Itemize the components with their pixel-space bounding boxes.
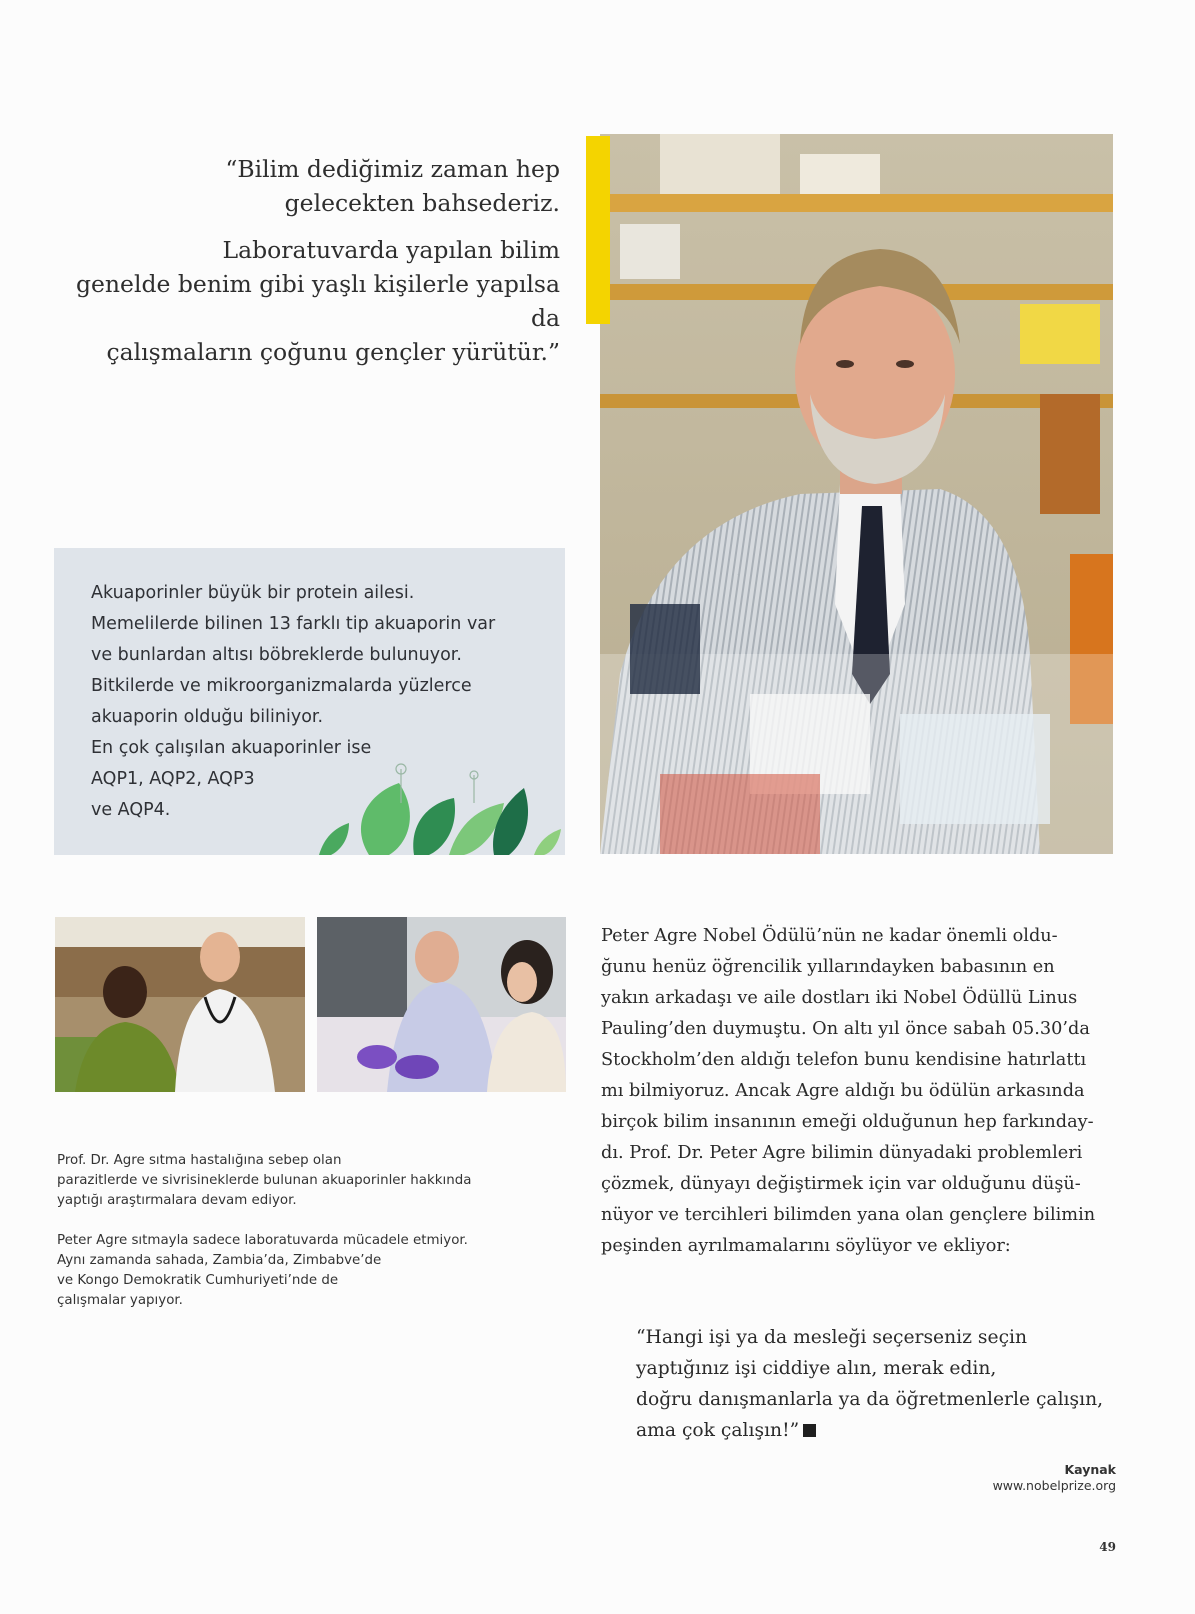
article-body: Peter Agre Nobel Ödülü’nün ne kadar önemli oldu- ğunu henüz öğrencilik yıllarındayken babasının en yakın arkadaşı ve aile dostları iki Nobel Ödüllü Linus Pauling’den duymuştu. On altı yıl önce sabah 05.30’da Stockholm’den aldığı telefon bunu kendisine hatırlattı mı bilmiyoruz. Ancak Agre aldığı bu ödülün arkasında birçok bilim insanının emeği olduğunun hep farkınday- dı. Prof. Dr. Peter Agre bilimin dünyadaki problemleri çözmek, dünyayı değiştirmek için var olduğunu düşü- nüyor ve tercihleri bilimden yana olan gençlere bilimin peşinden ayrılmamalarını söylüyor ve ekliyor: bbox=[601, 926, 1096, 1256]
closing-quote-text: “Hangi işi ya da mesleği seçerseniz seçin yaptığınız işi ciddiye alın, merak edin, doğru danışmanlarla ya da öğretmenlerle çalışın, ama çok çalışın!” bbox=[636, 1327, 1104, 1441]
accent-bar bbox=[586, 136, 610, 324]
closing-quote bbox=[636, 1322, 1106, 1446]
portrait-photo bbox=[600, 134, 1113, 854]
portrait-illustration bbox=[600, 134, 1113, 854]
lab-photo-illustration bbox=[317, 917, 566, 1092]
info-box bbox=[54, 548, 565, 855]
plant-illustration bbox=[309, 763, 565, 855]
page-number: 49 bbox=[1099, 1540, 1116, 1554]
source-label: Kaynak bbox=[1064, 1462, 1116, 1477]
info-box-text: Akuaporinler büyük bir protein ailesi. Memelilerde bilinen 13 farklı tip akuaporin var ve bunlardan altısı böbreklerde bulunuyor. Bitkilerde ve mikroorganizmalarda yüzlerce akuaporin olduğu biliniyor. En çok çalışılan akuaporinler ise AQP1, AQP2, AQP3 ve AQP4. bbox=[91, 583, 496, 820]
source-credit bbox=[993, 1462, 1116, 1494]
end-mark-icon bbox=[803, 1424, 816, 1437]
photo-caption-1: Prof. Dr. Agre sıtma hastalığına sebep olan parazitlerde ve sivrisineklerde bulunan akuaporinler hakkında yaptığı araştırmalara devam ediyor. bbox=[57, 1153, 472, 1208]
pull-quote-paragraph-1: “Bilim dediğimiz zaman hep gelecekten bahsederiz. bbox=[225, 155, 560, 217]
pull-quote-paragraph-2: Laboratuvarda yapılan bilim genelde benim gibi yaşlı kişilerle yapılsa da çalışmaların çoğunu gençler yürütür.” bbox=[75, 236, 560, 366]
pull-quote bbox=[40, 152, 560, 369]
source-url: www.nobelprize.org bbox=[992, 1478, 1116, 1493]
field-photo bbox=[55, 917, 305, 1092]
photo-caption-2: Peter Agre sıtmayla sadece laboratuvarda mücadele etmiyor. Aynı zamanda sahada, Zambia’da, Zimbabve’de ve Kongo Demokratik Cumhuriyeti’nde de çalışmalar yapıyor. bbox=[57, 1233, 468, 1308]
field-photo-illustration bbox=[55, 917, 305, 1092]
lab-photo bbox=[317, 917, 566, 1092]
